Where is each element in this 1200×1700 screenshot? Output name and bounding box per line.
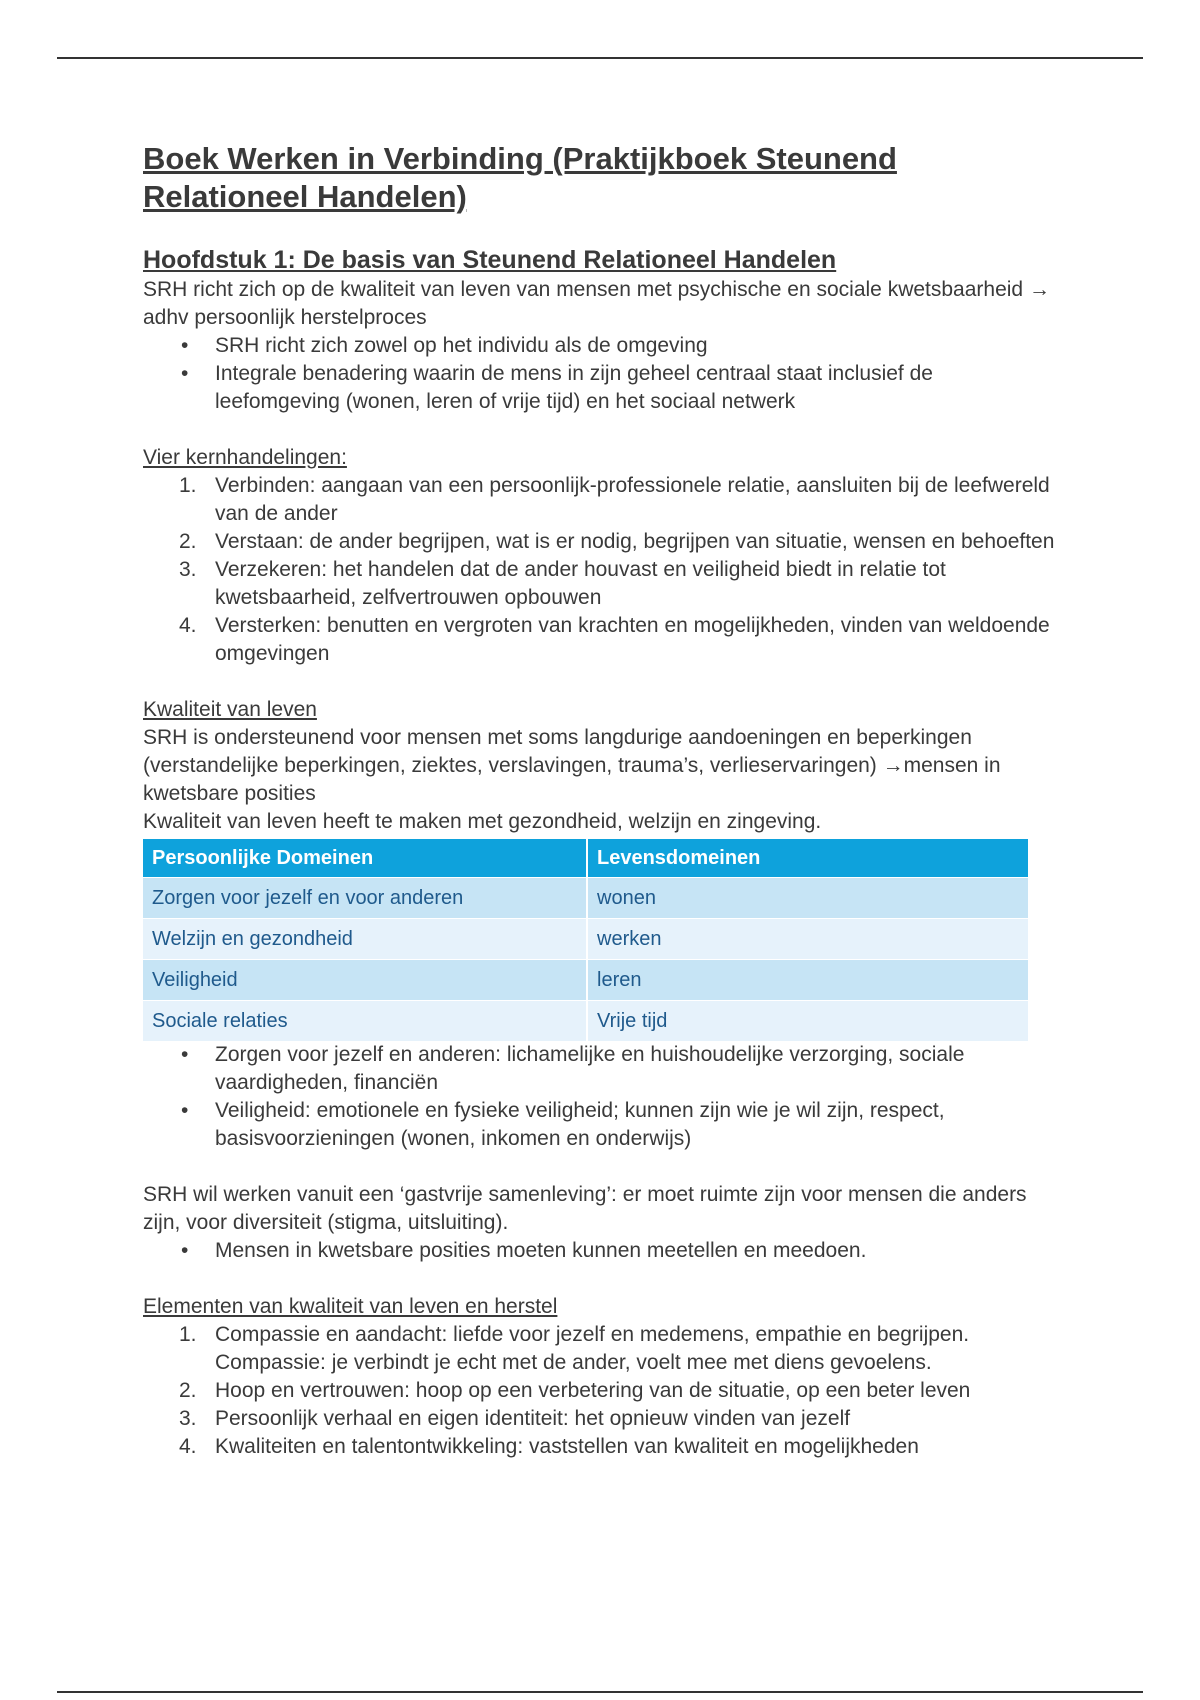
- list-item: • Integrale benadering waarin de mens in zijn geheel centraal staat inclusief de leefomgeving (wonen, leren of vrije tijd) en het sociaal netwerk: [215, 360, 1063, 416]
- table-cell: Sociale relaties: [143, 1001, 587, 1042]
- list-item: [179, 1377, 1063, 1405]
- list-item: [179, 1321, 1063, 1377]
- list-number: 3.: [179, 558, 197, 581]
- table-cell: Zorgen voor jezelf en voor anderen: [143, 878, 587, 919]
- list-item: [179, 528, 1063, 556]
- intro-bullet-list: [143, 332, 1063, 416]
- table-header-cell: Levensdomeinen: [587, 839, 1029, 878]
- list-item-text: Kwaliteiten en talentontwikkeling: vaststellen van kwaliteit en mogelijkheden: [215, 1435, 919, 1458]
- elementen-heading: Elementen van kwaliteit van leven en herstel: [143, 1295, 558, 1318]
- table-row: [143, 919, 1029, 960]
- list-item-text: Versterken: benutten en vergroten van krachten en mogelijkheden, vinden van weldoende omgevingen: [215, 614, 1050, 665]
- list-item: [179, 472, 1063, 528]
- list-item: [179, 1405, 1063, 1433]
- list-item: • Veiligheid: emotionele en fysieke veiligheid; kunnen zijn wie je wil zijn, respect, basisvoorzieningen (wonen, inkomen en onderwijs): [215, 1097, 1063, 1153]
- list-item: [179, 1433, 1063, 1461]
- intro-paragraph: SRH richt zich op de kwaliteit van leven van mensen met psychische en sociale kwetsbaarheid → adhv persoonlijk herstelproces: [143, 278, 1050, 329]
- kwaliteit-summary: Kwaliteit van leven heeft te maken met gezondheid, welzijn en zingeving.: [143, 810, 822, 833]
- list-number: 2.: [179, 530, 197, 553]
- list-item: [179, 612, 1063, 668]
- list-number: 4.: [179, 614, 197, 637]
- table-cell: Vrije tijd: [587, 1001, 1029, 1042]
- document-body: [143, 140, 1063, 1461]
- table-cell: wonen: [587, 878, 1029, 919]
- table-header-cell: Persoonlijke Domeinen: [143, 839, 587, 878]
- list-item-text: Hoop en vertrouwen: hoop op een verbetering van de situatie, op een beter leven: [215, 1379, 971, 1402]
- document-title: Boek Werken in Verbinding (Praktijkboek Steunend Relationeel Handelen): [143, 141, 897, 214]
- elementen-list: [143, 1321, 1063, 1461]
- list-number: 1.: [179, 474, 197, 497]
- bottom-rule: [57, 1691, 1143, 1693]
- list-number: 4.: [179, 1435, 197, 1458]
- list-number: 1.: [179, 1323, 197, 1346]
- table-cell: Veiligheid: [143, 960, 587, 1001]
- table-header-row: [143, 839, 1029, 878]
- table-bullet-list: [143, 1041, 1063, 1153]
- table-cell: Welzijn en gezondheid: [143, 919, 587, 960]
- table-cell: werken: [587, 919, 1029, 960]
- chapter-heading: Hoofdstuk 1: De basis van Steunend Relationeel Handelen: [143, 246, 837, 274]
- list-item-text: Verbinden: aangaan van een persoonlijk-professionele relatie, aansluiten bij de leefwereld van de ander: [215, 474, 1050, 525]
- list-item-text: Verzekeren: het handelen dat de ander houvast en veiligheid biedt in relatie tot kwetsbaarheid, zelfvertrouwen opbouwen: [215, 558, 946, 609]
- kernhandelingen-list: [143, 472, 1063, 668]
- table-cell: leren: [587, 960, 1029, 1001]
- kwaliteit-heading: Kwaliteit van leven: [143, 698, 317, 721]
- gastvrij-bullet-list: [143, 1237, 1063, 1265]
- table-row: [143, 878, 1029, 919]
- list-number: 3.: [179, 1407, 197, 1430]
- list-item: • Mensen in kwetsbare posities moeten kunnen meetellen en meedoen.: [215, 1237, 1063, 1265]
- list-item-text: Verstaan: de ander begrijpen, wat is er nodig, begrijpen van situatie, wensen en behoeften: [215, 530, 1055, 553]
- domains-table: [143, 838, 1030, 1041]
- list-item: • SRH richt zich zowel op het individu als de omgeving: [215, 332, 1063, 360]
- list-item-text: Compassie en aandacht: liefde voor jezelf en medemens, empathie en begrijpen. Compassie: je verbindt je echt met de ander, voelt mee met diens gevoelens.: [215, 1323, 970, 1374]
- table-row: [143, 960, 1029, 1001]
- list-item-text: Persoonlijk verhaal en eigen identiteit: het opnieuw vinden van jezelf: [215, 1407, 851, 1430]
- kernhandelingen-heading: Vier kernhandelingen:: [143, 446, 347, 469]
- kwaliteit-paragraph: SRH is ondersteunend voor mensen met soms langdurige aandoeningen en beperkingen (verstandelijke beperkingen, ziektes, verslavingen, trauma’s, verlieservaringen) →mensen in kwetsbare posities: [143, 726, 1001, 805]
- list-item: [179, 556, 1063, 612]
- list-number: 2.: [179, 1379, 197, 1402]
- gastvrij-paragraph: SRH wil werken vanuit een ‘gastvrije samenleving’: er moet ruimte zijn voor mensen die anders zijn, voor diversiteit (stigma, uitsluiting).: [143, 1183, 1027, 1234]
- list-item: • Zorgen voor jezelf en anderen: lichamelijke en huishoudelijke verzorging, sociale vaardigheden, financiën: [215, 1041, 1063, 1097]
- top-rule: [57, 57, 1143, 59]
- table-row: [143, 1001, 1029, 1042]
